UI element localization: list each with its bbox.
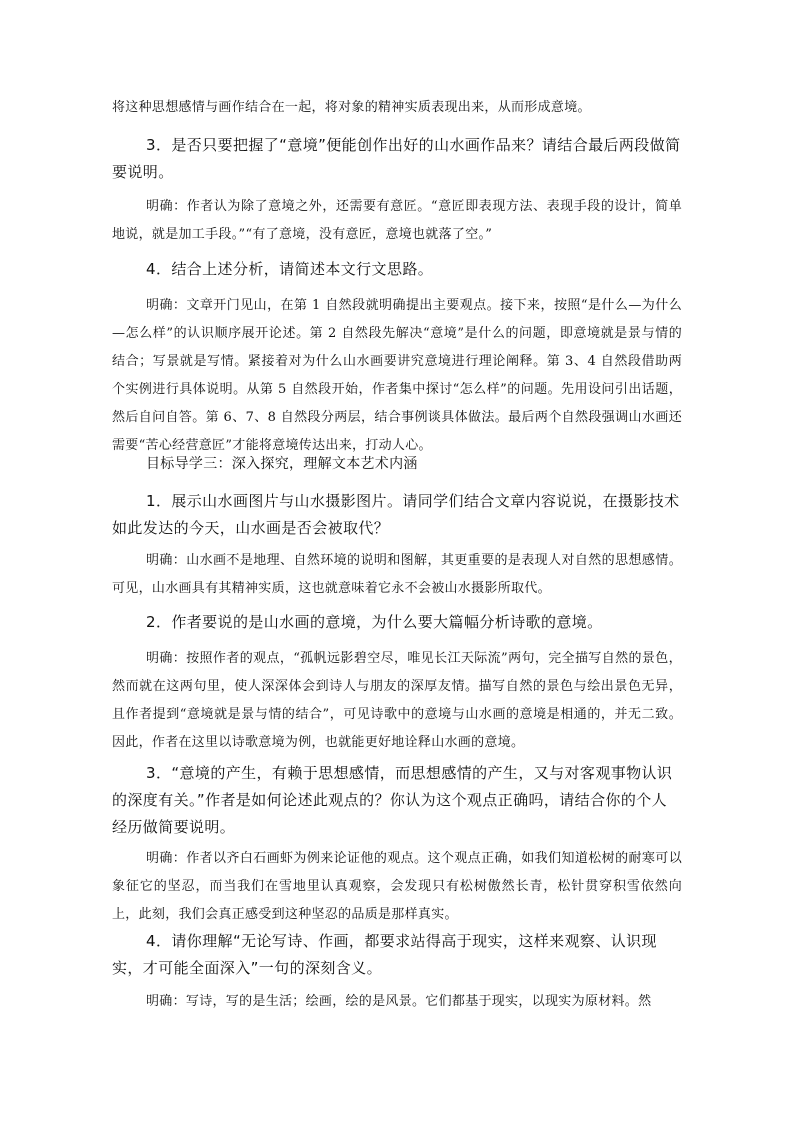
- s3-answer-4: [112, 988, 682, 1016]
- paragraph-text: 将这种思想感情与画作结合在一起，将对象的精神实质表现出来，从而形成意境。: [112, 100, 591, 115]
- s3-question-2: [112, 609, 682, 636]
- answer-lead: 明确：: [146, 553, 187, 568]
- answer-text: 按照作者的观点，“孤帆远影碧空尽，唯见长江天际流”两句，完全描写自然的景色，然而就在这两句里，使人深深体会到诗人与朋友的深厚友情。描写自然的景色与绘出景色无异，且作者提到“意境就是景与情的结合”，可见诗歌中的意境与山水画的意境是相通的，并无二致。因此，作者在这里以诗歌意境为例，也就能更好地诠释山水画的意境。: [112, 651, 682, 750]
- s3-answer-2: [112, 645, 682, 757]
- s3-answer-1: [112, 547, 682, 603]
- section-heading: [112, 451, 682, 477]
- answer-lead: 明确：: [146, 298, 187, 313]
- answer-text: 作者认为除了意境之外，还需要有意匠。“意匠即表现方法、表现手段的设计，简单地说，就是加工手段。”“有了意境，没有意匠，意境也就落了空。”: [112, 199, 682, 242]
- answer-text: 作者以齐白石画虾为例来论证他的观点。这个观点正确，如我们知道松树的耐寒可以象征它的坚忍，而当我们在雪地里认真观察，会发现只有松树傲然长青，松针贯穿积雪依然向上，此刻，我们会真正感受到这种坚忍的品质是那样真实。: [112, 851, 682, 922]
- answer-lead: 明确：: [146, 199, 187, 214]
- answer-text: 文章开门见山，在第 1 自然段就明确提出主要观点。接下来，按照“是什么—为什么—怎么样”的认识顺序展开论述。第 2 自然段先解决“意境”是什么的问题，即意境就是景与情的结合；写景就是写情。紧接着对为什么山水画要讲究意境进行理论阐释。第 3、4 自然段借助两个实例进行具体说明。从第 5 自然段开始，作者集中探讨“怎么样”的问题。先用设问引出话题，然后自问自答。第 6、7、8 自然段分两层，结合事例谈具体做法。最后两个自然段强调山水画还需要“苦心经营意匠”才能将意境传达出来，打动人心。: [112, 298, 682, 453]
- question-text: 1．展示山水画图片与山水摄影图片。请同学们结合文章内容说说，在摄影技术如此发达的今天，山水画是否会被取代？: [112, 492, 680, 537]
- answer-lead: 明确：: [146, 651, 187, 666]
- question-text: 3．是否只要把握了“意境”便能创作出好的山水画作品来？请结合最后两段做简要说明。: [112, 136, 681, 181]
- answer-4: [112, 292, 682, 460]
- paragraph-continuation: [112, 94, 682, 122]
- question-3: [112, 132, 682, 186]
- question-text: 4．结合上述分析，请简述本文行文思路。: [146, 260, 434, 278]
- s3-question-4: [112, 928, 682, 982]
- question-text: 3．“意境的产生，有赖于思想感情，而思想感情的产生，又与对客观事物认识的深度有关。”作者是如何论述此观点的？你认为这个观点正确吗，请结合你的个人经历做简要说明。: [112, 764, 673, 836]
- s3-question-3: [112, 760, 682, 841]
- answer-lead: 明确：: [146, 851, 187, 866]
- question-4: [112, 256, 682, 283]
- question-text: 2．作者要说的是山水画的意境，为什么要大篇幅分析诗歌的意境。: [146, 613, 603, 631]
- answer-lead: 明确：: [146, 994, 186, 1009]
- answer-text: 写诗，写的是生活；绘画，绘的是风景。它们都基于现实，以现实为原材料。然: [185, 994, 652, 1009]
- s3-answer-3: [112, 845, 682, 929]
- question-text: 4．请你理解“无论写诗、作画，都要求站得高于现实，这样来观察、认识现实，才可能全面深入”一句的深刻含义。: [112, 932, 657, 977]
- answer-text: 山水画不是地理、自然环境的说明和图解，其更重要的是表现人对自然的思想感情。可见，山水画具有其精神实质，这也就意味着它永不会被山水摄影所取代。: [112, 553, 682, 596]
- section-heading-text: 目标导学三：深入探究，理解文本艺术内涵: [146, 456, 418, 472]
- answer-3: [112, 193, 682, 249]
- s3-question-1: [112, 488, 682, 542]
